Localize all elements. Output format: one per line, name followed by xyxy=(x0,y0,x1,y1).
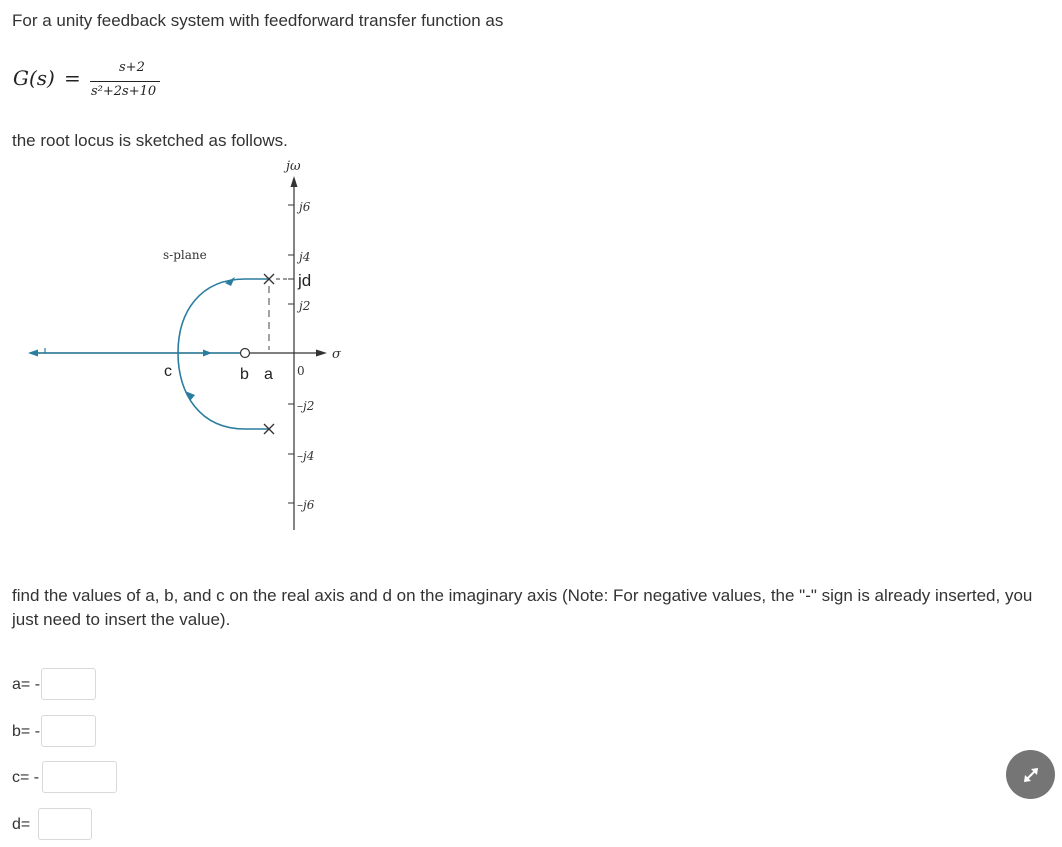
equation-equals: = xyxy=(64,66,81,90)
root-locus-intro: the root locus is sketched as follows. xyxy=(12,131,288,150)
answer-input-a[interactable] xyxy=(41,668,96,700)
locus-lower-arc xyxy=(178,353,269,429)
imag-axis-label: jω xyxy=(286,159,301,174)
expand-diagonal-icon xyxy=(1020,764,1042,786)
answer-label-c: c= - xyxy=(12,769,40,786)
answer-input-b[interactable] xyxy=(41,715,96,747)
answer-label-d: d= xyxy=(12,816,31,833)
fraction-bar xyxy=(90,81,160,82)
locus-branches xyxy=(30,279,269,429)
imaginary-axis-arrow xyxy=(291,176,298,187)
arrow-real-left xyxy=(28,350,38,357)
expand-button[interactable] xyxy=(1006,750,1055,799)
question-text: find the values of a, b, and c on the real axis and d on the imaginary axis (Note: For negative values, the "-" sign is already inserted, you just need to insert the value). xyxy=(12,586,1033,629)
tick-label-neg-j6: –j6 xyxy=(297,498,315,512)
point-label-d: jd xyxy=(298,271,312,290)
real-axis-arrow xyxy=(316,350,327,357)
origin-label: 0 xyxy=(297,364,305,378)
tick-label-neg-j4: –j4 xyxy=(297,449,315,463)
tick-label-neg-j2: –j2 xyxy=(297,399,315,413)
point-label-b: b xyxy=(240,366,249,383)
tick-label-j2: j2 xyxy=(299,299,311,313)
equation-lhs: G(s) xyxy=(13,66,55,90)
intro-text: For a unity feedback system with feedforward transfer function as xyxy=(12,11,504,30)
s-plane-label: s-plane xyxy=(163,248,207,262)
answer-input-c[interactable] xyxy=(42,761,117,793)
equation-numerator: s+2 xyxy=(119,60,145,75)
arrow-real-right xyxy=(203,350,212,357)
point-label-c: c xyxy=(164,363,172,380)
real-axis-label: σ xyxy=(332,347,341,362)
zero-marker xyxy=(241,349,250,358)
point-label-a: a xyxy=(264,366,273,383)
locus-upper-arc xyxy=(178,279,269,353)
imaginary-ticks xyxy=(288,205,294,503)
answer-label-b: b= - xyxy=(12,723,41,740)
root-locus-diagram xyxy=(0,150,400,540)
tick-label-j4: j4 xyxy=(299,250,311,264)
arrow-lower-arc xyxy=(185,391,195,401)
answer-label-a: a= - xyxy=(12,676,41,693)
answer-input-d[interactable] xyxy=(38,808,92,840)
tick-label-j6: j6 xyxy=(299,200,311,214)
equation-denominator: s²+2s+10 xyxy=(91,84,157,99)
